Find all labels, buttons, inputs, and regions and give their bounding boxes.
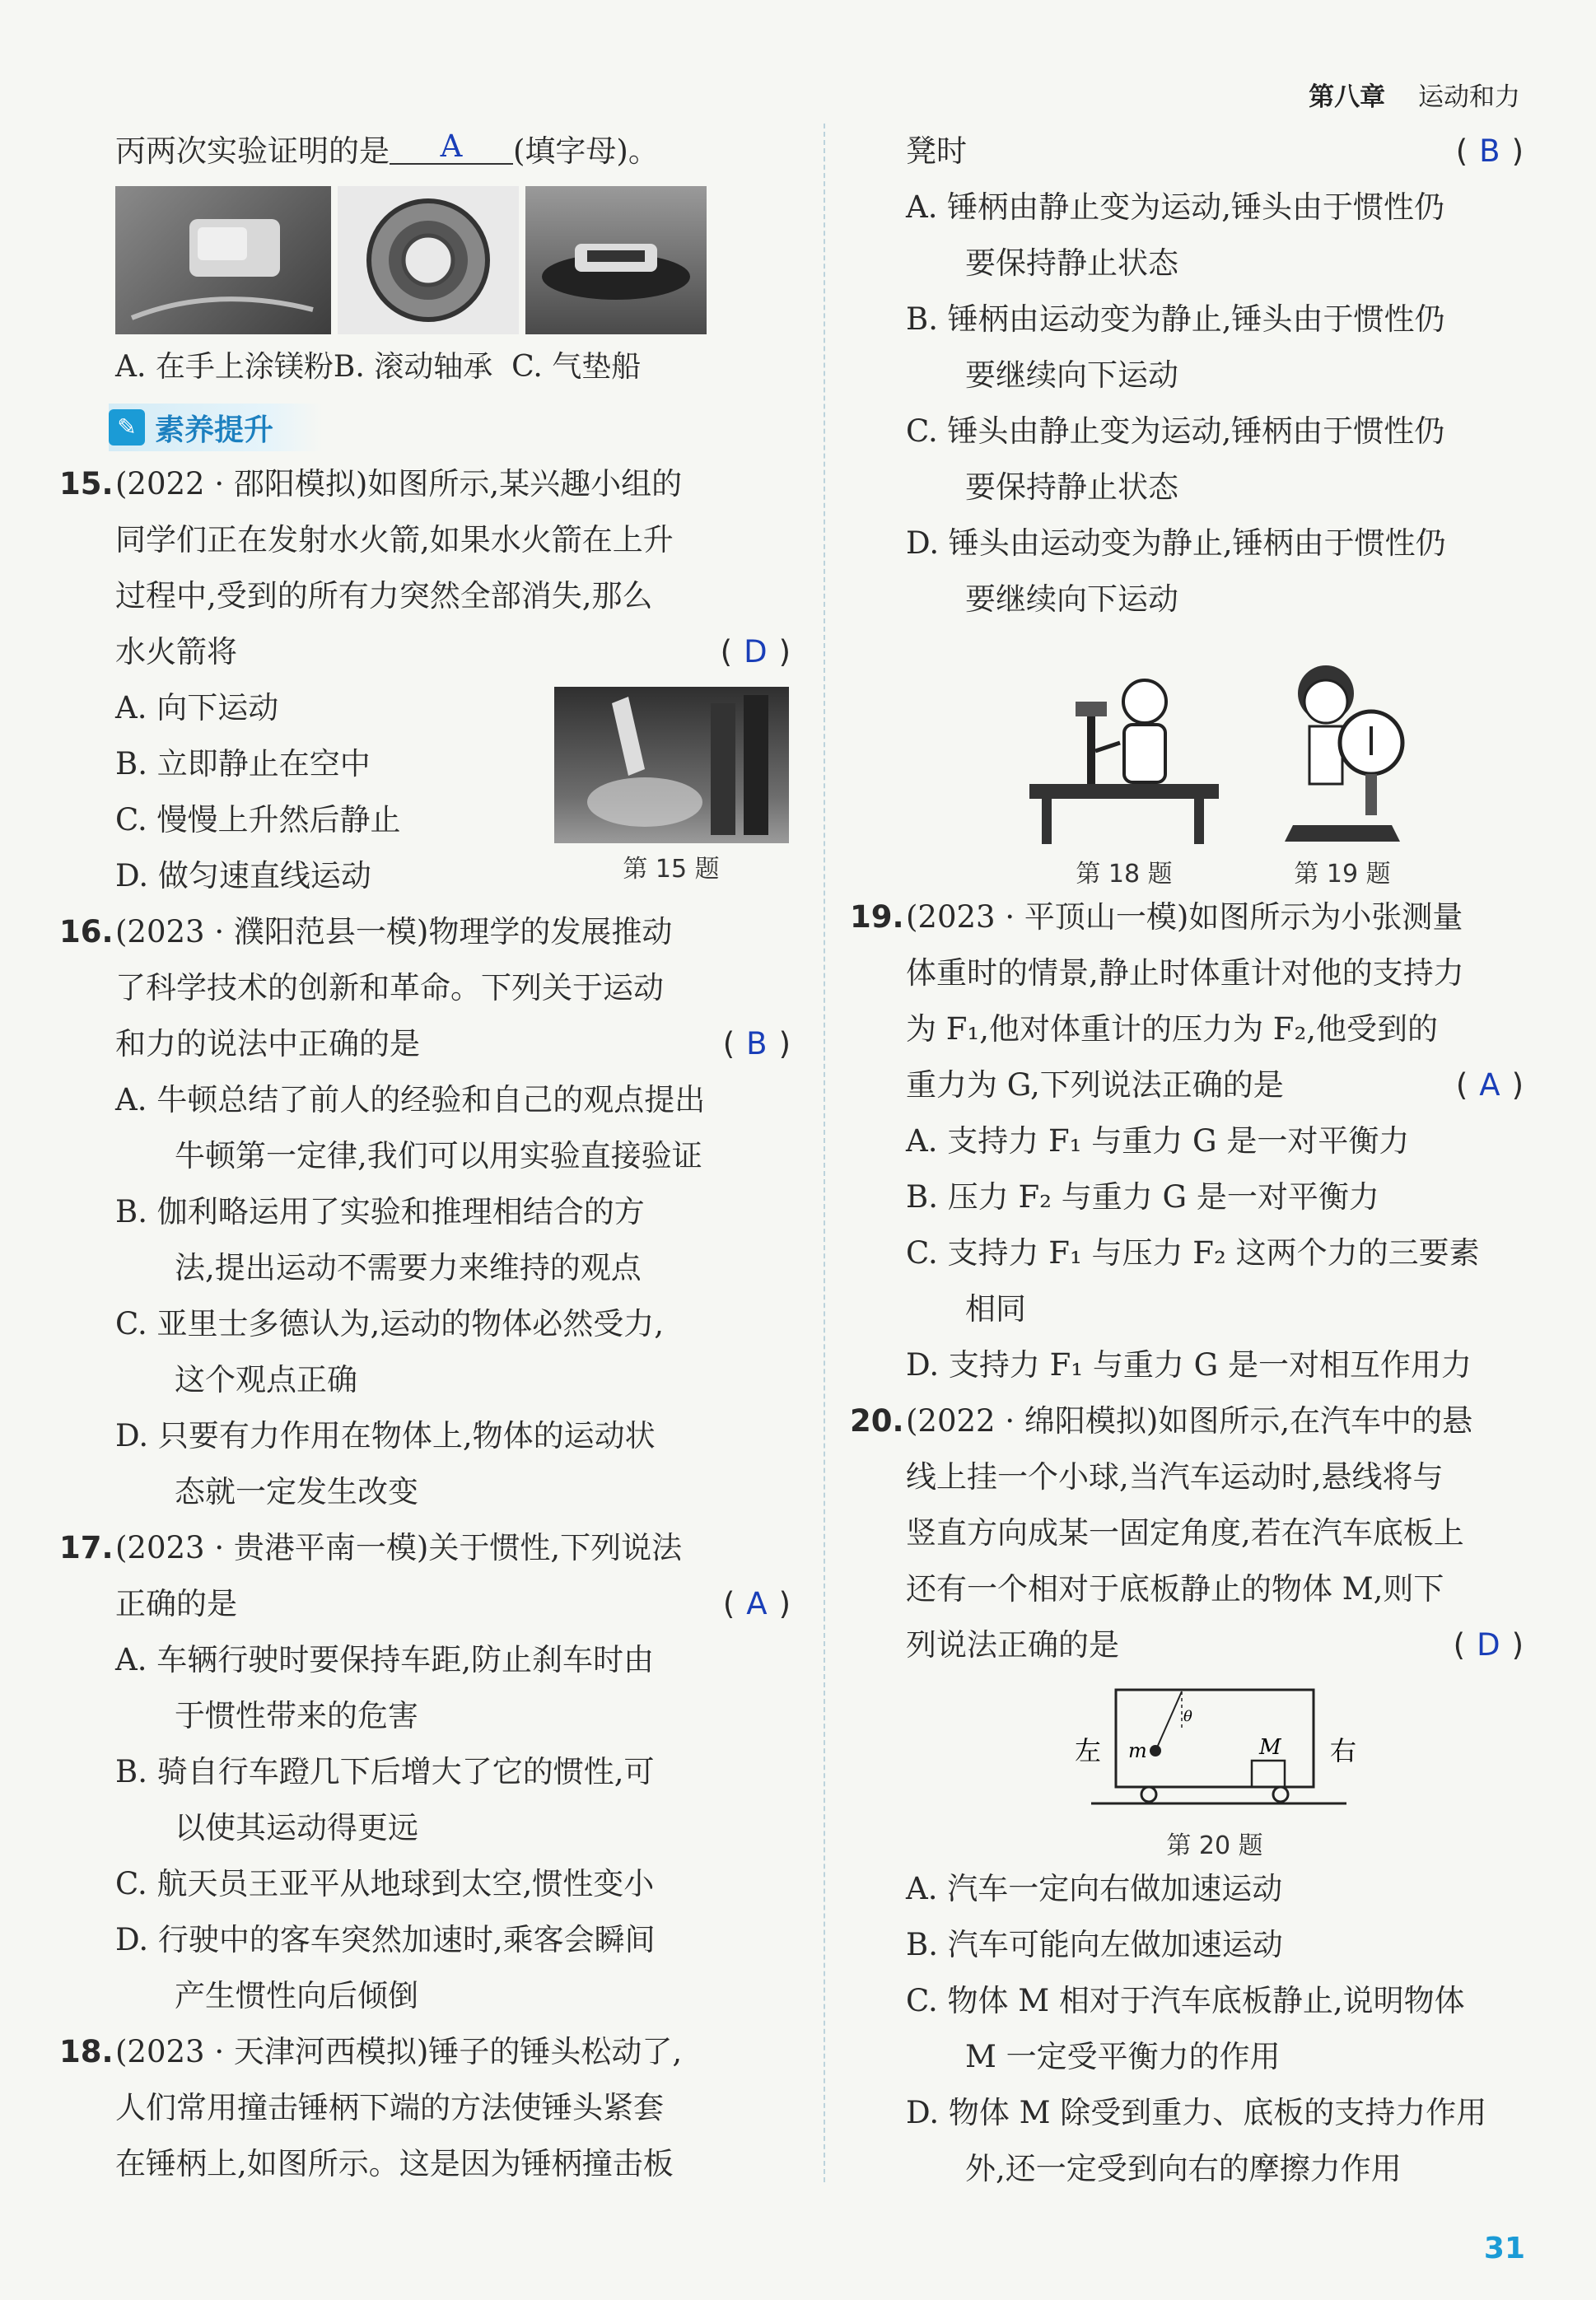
q20-caption: 第 20 题	[1166, 1831, 1263, 1860]
q17-option-a-cont: 于惯性带来的危害	[175, 1698, 418, 1733]
q15-option-c: C. 慢慢上升然后静止	[115, 802, 401, 837]
q18-line-1: 18. (2023 · 天津河西模拟)锤子的锤头松动了,	[115, 2024, 791, 2080]
hovercraft-photo	[525, 186, 707, 334]
q20-line-2: 线上挂一个小球,当汽车运动时,悬线将与	[906, 1459, 1444, 1495]
q19-line-2: 体重时的情景,静止时体重计对他的支持力	[906, 955, 1464, 991]
q16-option-c-cont: 这个观点正确	[175, 1362, 357, 1397]
q16-answer: ( B )	[722, 1026, 791, 1061]
water-rocket-illustration	[554, 687, 789, 843]
big-M-label: M	[1259, 1735, 1281, 1760]
block-M	[1252, 1761, 1285, 1787]
intro-option-c: C. 气垫船	[511, 350, 642, 384]
section-title: 素养提升	[155, 413, 274, 447]
intro-photos	[115, 186, 791, 334]
q18-line-2: 人们常用撞击锤柄下端的方法使锤头紧套	[115, 2090, 664, 2125]
q20-figure	[906, 1682, 1524, 1861]
q20-line-1: 20. (2022 · 绵阳模拟)如图所示,在汽车中的悬	[906, 1393, 1524, 1449]
q16-option-c: C. 亚里士多德认为,运动的物体必然受力,	[115, 1306, 665, 1341]
bearing-photo	[338, 186, 519, 334]
q17-option-d-cont: 产生惯性向后倾倒	[175, 1978, 418, 2013]
chapter-title: 运动和力	[1418, 82, 1520, 112]
intro-answer-blank: A	[390, 130, 513, 165]
q15-options-with-photo	[115, 680, 791, 904]
q16-option-b: B. 伽利略运用了实验和推理相结合的方	[115, 1194, 645, 1229]
page-header	[1309, 76, 1520, 113]
chapter-label: 第八章	[1309, 82, 1386, 112]
q18-option-a: A. 锤柄由静止变为运动,锤头由于惯性仍	[906, 189, 1445, 225]
q19-number: 19.	[850, 899, 904, 935]
q17-option-b: B. 骑自行车蹬几下后增大了它的惯性,可	[115, 1754, 655, 1789]
intro-options	[115, 339, 791, 395]
small-m-label: m	[1128, 1739, 1147, 1762]
q16-option-b-cont: 法,提出运动不需要力来维持的观点	[175, 1250, 642, 1285]
q17-option-a: A. 车辆行驶时要保持车距,防止刹车时由	[115, 1642, 655, 1677]
q15-caption: 第 15 题	[623, 855, 720, 884]
q20-line-4: 还有一个相对于底板静止的物体 M,则下	[906, 1571, 1444, 1607]
q18-option-d-cont: 要继续向下运动	[965, 581, 1178, 617]
q16-line-2: 了科学技术的创新和革命。下列关于运动	[115, 970, 664, 1005]
q16-option-d: D. 只要有力作用在物体上,物体的运动状	[115, 1418, 656, 1453]
q17-option-b-cont: 以使其运动得更远	[175, 1810, 418, 1845]
q15-options	[115, 680, 552, 904]
q16-number: 16.	[59, 914, 114, 949]
q17-number: 17.	[59, 1530, 114, 1565]
intro-option-a: A. 在手上涂镁粉	[115, 350, 334, 384]
q18-option-c-cont: 要保持静止状态	[965, 469, 1178, 505]
pendulum-ball	[1150, 1745, 1161, 1756]
q15-line-3: 过程中,受到的所有力突然全部消失,那么	[115, 578, 653, 613]
q16-option-a: A. 牛顿总结了前人的经验和自己的观点提出	[115, 1082, 706, 1117]
scale-boy-illustration	[1276, 660, 1408, 850]
q19-figure	[1276, 660, 1408, 889]
intro-option-b: B. 滚动轴承	[333, 350, 493, 384]
q20-number: 20.	[850, 1403, 904, 1439]
q19-answer: ( A )	[1455, 1067, 1524, 1103]
q20-line-3: 竖直方向成某一固定角度,若在汽车底板上	[906, 1515, 1464, 1551]
q18-line-3: 在锤柄上,如图所示。这是因为锤柄撞击板	[115, 2146, 674, 2181]
intro-line: 丙两次实验证明的是 A (填字母)。	[115, 128, 659, 169]
q20-answer: ( D )	[1453, 1627, 1524, 1663]
q15-number: 15.	[59, 466, 114, 502]
right-column	[850, 124, 1524, 2197]
q15-line-4: 水火箭将 ( D )	[115, 624, 791, 680]
q19-line-4: 重力为 G,下列说法正确的是 ( A )	[906, 1057, 1524, 1113]
q19-line-3: 为 F₁,他对体重计的压力为 F₂,他受到的	[906, 1011, 1439, 1047]
q18-cont-line: 凳时 ( B )	[906, 124, 1524, 180]
q16-option-a-cont: 牛顿第一定律,我们可以用实验直接验证	[175, 1138, 702, 1173]
q18-caption: 第 18 题	[1076, 860, 1173, 889]
q18-option-a-cont: 要保持静止状态	[965, 245, 1178, 281]
q19-option-b: B. 压力 F₂ 与重力 G 是一对平衡力	[906, 1179, 1379, 1215]
q20-line-5: 列说法正确的是 ( D )	[906, 1617, 1524, 1673]
car-pendulum-diagram	[1058, 1682, 1371, 1822]
rocket-icon: ✎	[109, 409, 145, 446]
q19-option-a: A. 支持力 F₁ 与重力 G 是一对平衡力	[906, 1123, 1410, 1159]
left-column	[59, 124, 791, 2192]
q18-option-b: B. 锤柄由运动变为静止,锤头由于惯性仍	[906, 301, 1445, 337]
q20-option-c: C. 物体 M 相对于汽车底板静止,说明物体	[906, 1983, 1465, 2018]
diagram-right-label: 右	[1330, 1735, 1357, 1766]
chalk-hand-illustration	[115, 186, 331, 334]
car-wheel-left	[1141, 1787, 1156, 1802]
page-number: 31	[1483, 2232, 1525, 2265]
q20-option-c-cont: M 一定受平衡力的作用	[965, 2039, 1281, 2074]
q19-option-c: C. 支持力 F₁ 与压力 F₂ 这两个力的三要素	[906, 1235, 1480, 1271]
diagram-left-label: 左	[1075, 1735, 1102, 1766]
q19-caption: 第 19 题	[1294, 860, 1391, 889]
q17-option-d: D. 行驶中的客车突然加速时,乘客会瞬间	[115, 1922, 656, 1957]
q15-option-d: D. 做匀速直线运动	[115, 858, 371, 893]
q20-option-b: B. 汽车可能向左做加速运动	[906, 1927, 1283, 1962]
hovercraft-illustration	[525, 186, 707, 334]
q17-option-c: C. 航天员王亚平从地球到太空,惯性变小	[115, 1866, 655, 1901]
q17-line-1: 17. (2023 · 贵港平南一模)关于惯性,下列说法	[115, 1520, 791, 1576]
q19-option-d: D. 支持力 F₁ 与重力 G 是一对相互作用力	[906, 1347, 1472, 1383]
bearing-illustration	[338, 186, 519, 334]
q15-figure	[552, 680, 791, 904]
q17-answer: ( A )	[722, 1586, 791, 1621]
q17-line-2: 正确的是 ( A )	[115, 1576, 791, 1632]
q15-option-a: A. 向下运动	[115, 690, 279, 725]
water-rocket-photo	[554, 687, 789, 843]
q18-option-c: C. 锤头由静止变为运动,锤柄由于惯性仍	[906, 413, 1445, 449]
q20-option-a: A. 汽车一定向右做加速运动	[906, 1871, 1283, 1906]
q16-line-1: 16. (2023 · 濮阳范县一模)物理学的发展推动	[115, 904, 791, 960]
chalk-hand-photo	[115, 186, 331, 334]
q18-q19-figures	[906, 660, 1524, 889]
q19-line-1: 19. (2023 · 平顶山一模)如图所示为小张测量	[906, 889, 1524, 945]
q15-option-b: B. 立即静止在空中	[115, 746, 371, 781]
q16-line-3: 和力的说法中正确的是 ( B )	[115, 1016, 791, 1072]
q15-line-1: 15. (2022 · 邵阳模拟)如图所示,某兴趣小组的	[115, 456, 791, 512]
q15-answer: ( D )	[720, 634, 791, 669]
q20-option-d-cont: 外,还一定受到向右的摩擦力作用	[965, 2151, 1402, 2186]
q18-figure	[1021, 660, 1227, 889]
q20-option-d: D. 物体 M 除受到重力、底板的支持力作用	[906, 2095, 1487, 2130]
car-wheel-right	[1273, 1787, 1288, 1802]
q18-option-d: D. 锤头由运动变为静止,锤柄由于惯性仍	[906, 525, 1446, 561]
q18-answer: ( B )	[1455, 133, 1524, 169]
theta-label: θ	[1183, 1708, 1192, 1725]
pendulum-string	[1157, 1691, 1182, 1747]
q19-option-c-cont: 相同	[965, 1291, 1026, 1327]
hammer-man-illustration	[1021, 660, 1227, 850]
q15-line-2: 同学们正在发射水火箭,如果水火箭在上升	[115, 522, 674, 558]
column-divider	[824, 124, 825, 2182]
q16-option-d-cont: 态就一定发生改变	[175, 1474, 418, 1509]
q18-number: 18.	[59, 2034, 114, 2069]
section-header	[109, 404, 323, 451]
q18-option-b-cont: 要继续向下运动	[965, 357, 1178, 393]
